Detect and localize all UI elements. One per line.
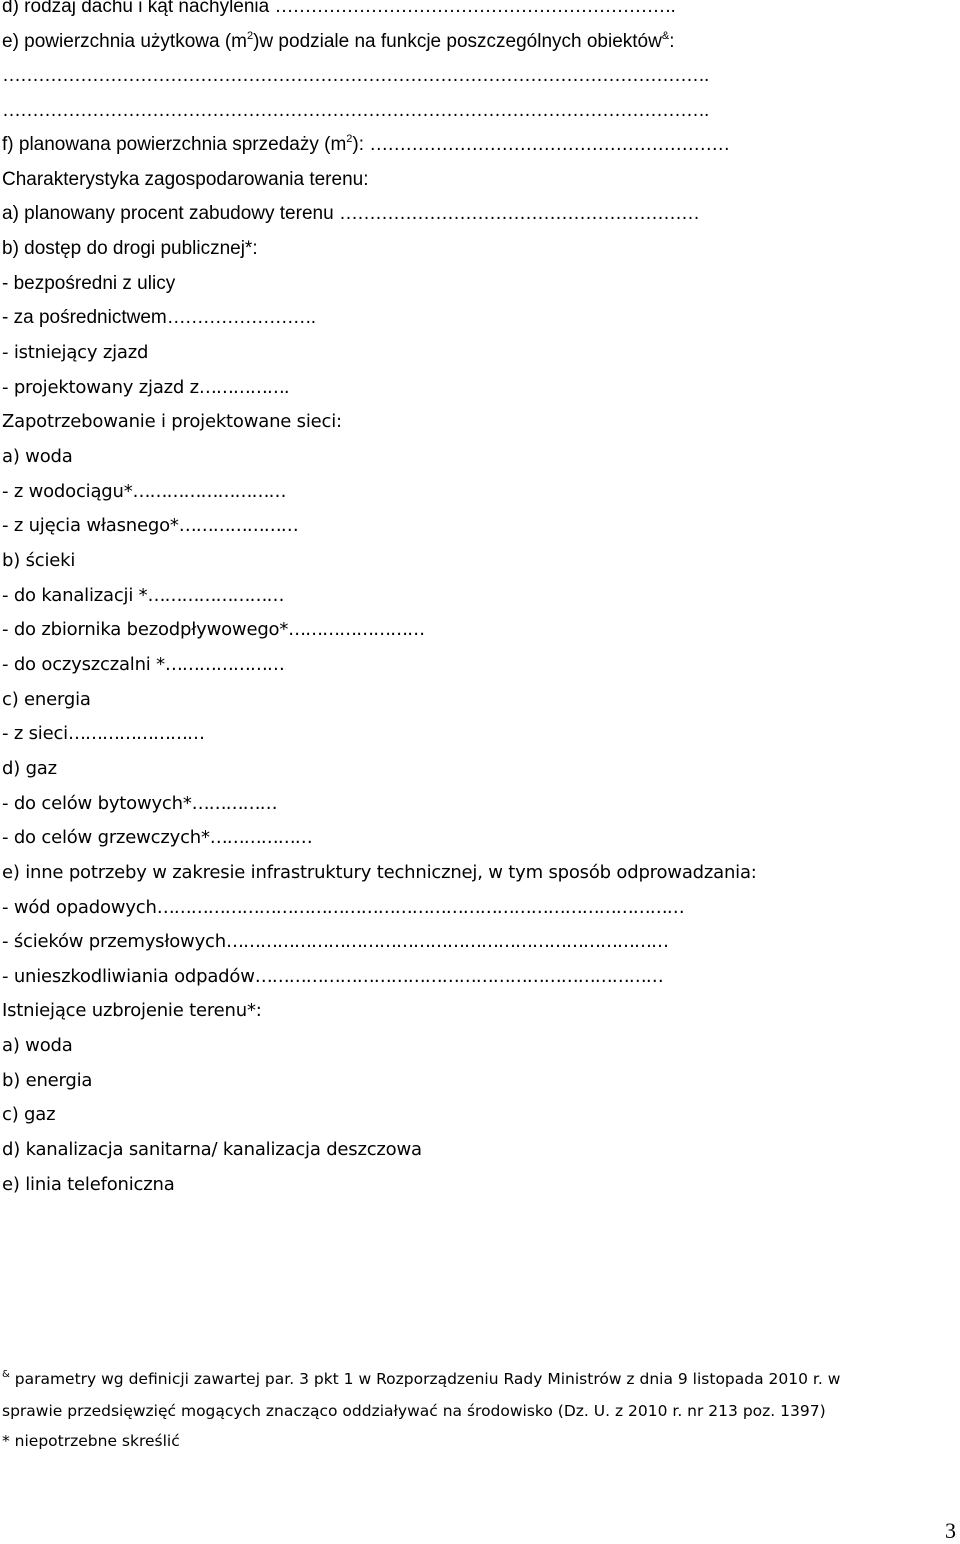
usable-area-fill-line-1: ……………………………………………………………………………………………………….	[2, 65, 709, 86]
roof-type-line: d) rodzaj dachu i kąt nachylenia ………………………………………………………….	[2, 0, 675, 17]
own-intake-line: - z ujęcia własnego*…………………	[2, 515, 298, 536]
existing-water-line: a) woda	[2, 1035, 73, 1056]
footnote-ampersand-continued: sprawie przedsięwzięć mogących znacząco oddziaływać na środowisko (Dz. U. z 2010 r. nr 213 poz. 1397)	[2, 1402, 826, 1420]
domestic-gas-line: - do celów bytowych*……………	[2, 793, 277, 814]
page-number: 3	[945, 1518, 956, 1543]
sales-area-line: f) planowana powierzchnia sprzedaży $(m^2)$: ……………………………………………………	[2, 133, 730, 155]
usable-area-fill-line-2: ……………………………………………………………………………………………………….	[2, 100, 709, 121]
planned-driveway-line: - projektowany zjazd z…………….	[2, 377, 289, 398]
building-percentage-line: a) planowany procent zabudowy terenu ……………………………………………………	[2, 203, 699, 224]
indirect-access-line: - za pośrednictwem…………………….	[2, 307, 316, 328]
existing-phone-line: e) linia telefoniczna	[2, 1174, 175, 1195]
energy-heading: c) energia	[2, 689, 91, 710]
existing-utilities-heading: Istniejące uzbrojenie terenu*:	[2, 1000, 262, 1021]
grid-energy-line: - z sieci……………………	[2, 723, 204, 744]
treatment-plant-line: - do oczyszczalni *…………………	[2, 654, 284, 675]
existing-energy-line: b) energia	[2, 1070, 93, 1091]
footnote-ampersand: & parametry wg definicji zawartej par. 3 pkt 1 w Rozporządzeniu Rady Ministrów z dnia 9 listopada 2010 r. w	[2, 1369, 841, 1388]
sewer-line: - do kanalizacji *……………………	[2, 585, 284, 606]
sewage-heading: b) ścieki	[2, 550, 76, 571]
existing-driveway-line: - istniejący zjazd	[2, 342, 149, 363]
usable-area-line: e) powierzchnia użytkowa $(m^2)w$ podziale na funkcje poszczególnych obiektów&:	[2, 30, 675, 52]
industrial-sewage-line: - ścieków przemysłowych……………………………………………………………………	[2, 931, 668, 952]
public-road-access-line: b) dostęp do drogi publicznej*:	[2, 238, 258, 259]
water-supply-line: - z wodociągu*………………………	[2, 481, 286, 502]
gas-heading: d) gaz	[2, 758, 57, 779]
heating-gas-line: - do celów grzewczych*………………	[2, 827, 312, 848]
existing-sewage-line: d) kanalizacja sanitarna/ kanalizacja deszczowa	[2, 1139, 422, 1160]
existing-gas-line: c) gaz	[2, 1104, 56, 1125]
utilities-heading: Zapotrzebowanie i projektowane sieci:	[2, 411, 342, 432]
waste-disposal-line: - unieszkodliwiania odpadów………………………………………………………………	[2, 966, 663, 987]
water-heading: a) woda	[2, 446, 73, 467]
footnote-asterisk: * niepotrzebne skreślić	[2, 1432, 180, 1450]
direct-access-line: - bezpośredni z ulicy	[2, 273, 176, 294]
septic-tank-line: - do zbiornika bezodpływowego*……………………	[2, 619, 425, 640]
land-development-heading: Charakterystyka zagospodarowania terenu:	[2, 169, 369, 190]
rainwater-line: - wód opadowych…………………………………………………………………………………	[2, 897, 684, 918]
other-infrastructure-heading: e) inne potrzeby w zakresie infrastruktury technicznej, w tym sposób odprowadzania:	[2, 862, 757, 883]
